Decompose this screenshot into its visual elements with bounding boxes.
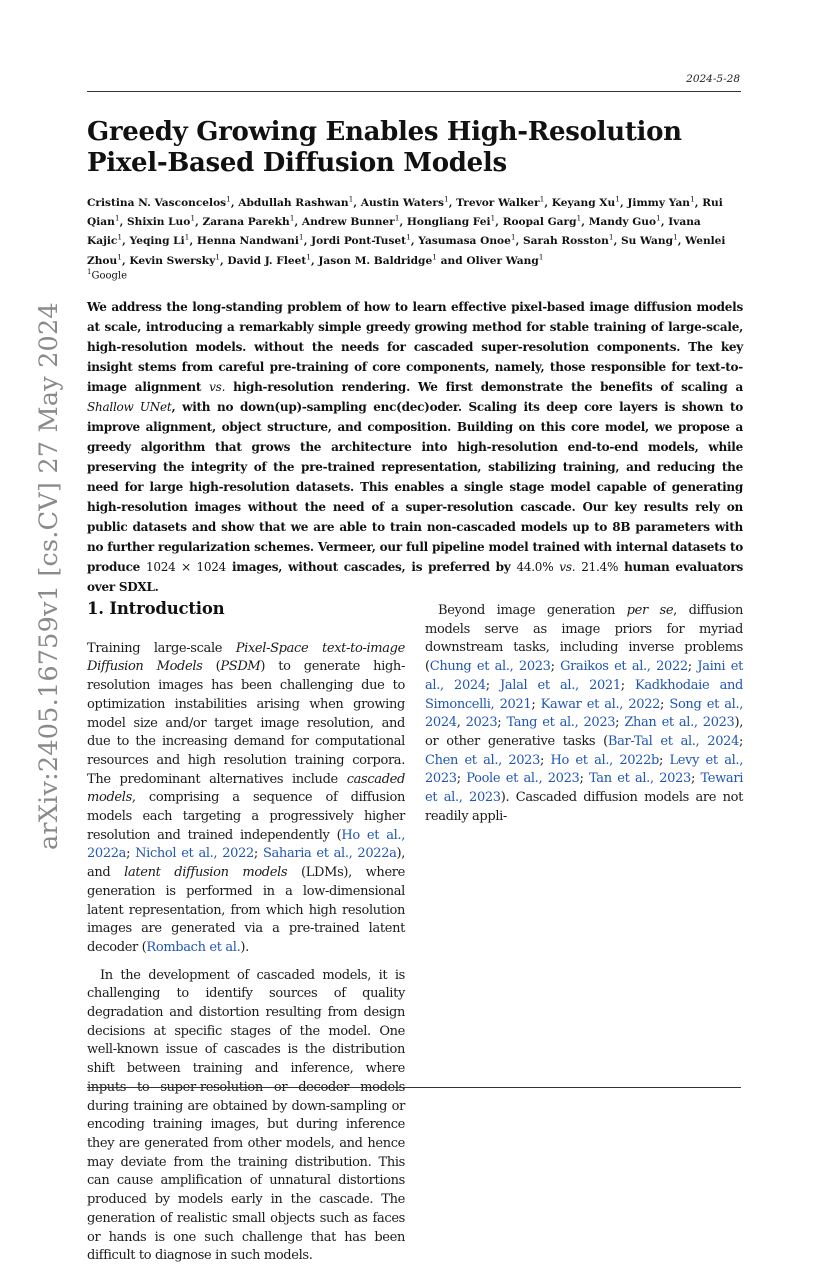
citation-link[interactable]: Kawar et al., 2022 — [540, 696, 661, 712]
title-line-2: Pixel-Based Diffusion Models — [87, 148, 507, 178]
abstract-text-1: We address the long-standing problem of how to learn effective pixel-based image diffusion models at scale, introducing a remarkably simple greedy growing method for stable training of large-scale, high-resolution models. without the needs for cascaded super-resolution components. The key insight stems from careful pre-training of core components, namely, those responsible for text-to-image alignment — [87, 300, 743, 394]
citation-link[interactable]: Ho et al., 2022a — [87, 827, 405, 862]
author-affiliation-mark: 1 — [432, 252, 437, 262]
text: Training large-scale — [87, 640, 236, 656]
term-psdm: PSDM — [220, 659, 261, 675]
author-name: Trevor Walker — [456, 197, 540, 209]
author-affiliation-mark: 1 — [117, 252, 122, 262]
left-column — [87, 600, 405, 1266]
author-affiliation-mark: 1 — [615, 194, 621, 204]
author-name: Abdullah Rashwan — [238, 197, 349, 209]
author-affiliation-mark: 1 — [190, 213, 196, 223]
author-name: Cristina N. Vasconcelos — [87, 197, 227, 209]
author-affiliation-mark: 1 — [576, 213, 582, 223]
citation-link[interactable]: Jaini et al., 2024 — [425, 659, 743, 693]
author-affiliation-mark: 1 — [510, 232, 516, 242]
citation-link[interactable]: Song et al., 2024 — [425, 696, 744, 731]
citation-link[interactable]: Tan et al., 2023 — [588, 771, 691, 787]
author-affiliation-mark: 1 — [490, 213, 496, 223]
author-name: Oliver Wang — [466, 254, 539, 267]
intro-paragraph-1 — [87, 640, 405, 958]
author-affiliation-mark: 1 — [443, 194, 449, 204]
citation-link[interactable]: Chung et al., 2023 — [429, 659, 551, 675]
abstract-text-3: , with no down(up)-sampling enc(dec)oder. Scaling its deep core layers is shown to improve alignment, object structure, and composition. Building on this core model, we propose a greedy algorithm that grows the architecture into high-resolution end-to-end models, while preserving the integrity of the pre-trained representation, stabilizing training, and reducing the need for large high-resolution datasets. This enables a single stage model capable of generating high-resolution images without the need of a super-resolution cascade. Our key results rely on public datasets and show that we are able to train non-cascaded models up to 8B parameters with no further regularization schemes. Vermeer, our full pipeline model trained with internal datasets to produce — [87, 400, 743, 574]
author-name: Jimmy Yan — [627, 197, 691, 209]
citation-link[interactable]: Ho et al., 2022b — [550, 752, 659, 768]
paper-title — [87, 117, 747, 179]
abstract-shallow-unet: Shallow UNet — [87, 400, 172, 414]
author-name: Rui Qian — [87, 197, 723, 229]
citation-link[interactable]: Kadkhodaie and Simoncelli, 2021 — [425, 677, 743, 712]
affiliation-name: Google — [91, 270, 128, 282]
abstract — [87, 297, 743, 597]
author-name: Wenlei Zhou — [87, 235, 726, 267]
text: , diffusion models serve as image priors for myriad downstream tasks, including inverse problems ( — [425, 603, 743, 675]
abstract-pct-2: 21.4% — [581, 560, 619, 574]
text: ; — [485, 677, 501, 693]
author-name: Andrew Bunner — [301, 216, 395, 229]
author-name: Yeqing Li — [129, 235, 185, 248]
citation-link[interactable]: Chen et al., 2023 — [425, 752, 541, 768]
citation-link[interactable]: Bar-Tal et al., 2024 — [607, 733, 739, 749]
abstract-text-2: high-resolution rendering. We first demonstrate the benefits of scaling a — [225, 380, 743, 394]
text: ; — [497, 715, 507, 731]
text: ; — [687, 659, 698, 675]
right-column — [425, 602, 743, 826]
text: (LDMs), where generation is performed in a low-dimensional latent representation, from which high resolution images are generated via a pre-trained latent decoder ( — [87, 865, 406, 955]
text: ; — [550, 659, 561, 675]
intro-paragraph-3 — [425, 602, 743, 826]
author-affiliation-mark: 1 — [289, 213, 295, 223]
term-latent-diffusion-models: latent diffusion models — [124, 865, 288, 881]
text: ; — [615, 715, 625, 731]
text: ), or other generative tasks ( — [425, 715, 743, 749]
header-rule — [87, 91, 741, 92]
author-affiliation-mark: 1 — [348, 194, 354, 204]
author-name: Zarana Parekh — [202, 216, 290, 229]
term-per-se: per se — [626, 603, 674, 618]
author-name: Shixin Luo — [127, 216, 191, 229]
author-list: Cristina N. Vasconcelos$^1$, Abdullah Rashwan$^1$, Austin Waters$^1$, Trevor Walker$^1$, Keyang Xu$^1$, Jimmy Yan$^1$, Rui Qian$^1$, Shixin Luo$^1$, Zarana Parekh$^1$, Andrew Bunner$^1$, Hongliang Fei$^1$, Roopal Garg$^1$, Mandy Guo$^1$, Ivana Kajic$^1$, Yeqing Li$^1$, Henna Nandwani$^1$, Jordi Pont-Tuset$^1$, Yasumasa Onoe$^1$, Sarah Rosston$^1$, Su Wang$^1$, Wenlei Zhou$^1$, Kevin Swersky$^1$, David J. Fleet$^1$, Jason M. Baldridge$^1$ and Oliver Wang$^1$ — [87, 194, 726, 267]
author-affiliation-mark: 1 — [215, 252, 221, 262]
term-psdm-full: Pixel-Space text-to-image Diffusion Models — [87, 640, 405, 675]
citation-link[interactable]: Nichol et al., 2022 — [135, 846, 254, 862]
intro-paragraph-2: In the development of cascaded models, it is challenging to identify sources of quality degradation and distortion resulting from design decisions at specific stages of the model. One well-known issue of cascades is the distribution shift between training and inference, where inputs to super-resolution or decoder models during training are obtained by down-sampling or encoding training images, but during inference they are generated from other models, and hence may deviate from the training distribution. This can cause amplification of unnatural distortions produced by models early in the cascade. The generation of realistic small objects such as faces or hands is one such challenge that has been difficult to diagnose in such models. — [87, 967, 405, 1264]
abstract-pct-1: 44.0% — [516, 560, 554, 574]
text: ; — [660, 696, 670, 712]
author-affiliation-mark: 1 — [406, 232, 411, 242]
text: , — [456, 715, 466, 731]
title-line-1: Greedy Growing Enables High-Resolution — [87, 117, 682, 147]
text: ; — [531, 696, 541, 712]
text: ; — [126, 846, 136, 862]
author-affiliation-mark: 1 — [673, 232, 678, 242]
text: ) to generate high-resolution images has been challenging due to optimization instabilities arising when growing model size and/or target image resolution, and due to the increasing demand for computational resources and high resolution training corpora. The predominant alternatives include — [87, 659, 406, 787]
citation-link[interactable]: Levy et al., 2023 — [425, 752, 743, 787]
header-date: 2024-5-28 — [686, 73, 740, 85]
author-affiliation-mark: 1 — [184, 232, 190, 242]
text: ; — [253, 846, 263, 862]
citation-link[interactable]: Tang et al., 2023 — [506, 715, 616, 731]
author-name: Jordi Pont-Tuset — [311, 235, 407, 248]
text: ( — [202, 659, 221, 675]
author-affiliation-mark: 1 — [538, 252, 544, 262]
text: ; — [690, 771, 701, 787]
text: ; — [540, 752, 551, 768]
author-name: Keyang Xu — [551, 197, 616, 209]
citation-link[interactable]: 2023 — [465, 715, 498, 731]
author-name: Yasumasa Onoe — [418, 235, 511, 248]
text: , comprising a sequence of diffusion models each targeting a progressively higher resolution and trained independently ( — [87, 790, 405, 843]
author-name: Mandy Guo — [588, 216, 657, 229]
paragraph-gap — [87, 958, 405, 967]
citation-link[interactable]: Poole et al., 2023 — [466, 771, 580, 787]
author-name: Roopal Garg — [502, 216, 577, 229]
author-name: Austin Waters — [360, 197, 444, 209]
section-heading-introduction: 1. Introduction — [87, 599, 225, 618]
citation-link[interactable]: Rombach et al. — [146, 939, 241, 955]
text: ; — [659, 752, 670, 768]
author-name: Sarah Rosston — [523, 235, 609, 248]
author-name: Henna Nandwani — [196, 235, 299, 248]
author-affiliation-mark: 1 — [690, 194, 695, 204]
abstract-vs-1: vs. — [209, 380, 226, 394]
text: ; — [738, 733, 744, 749]
citation-link[interactable]: Saharia et al., 2022a — [262, 846, 397, 862]
text: ). Cascaded diffusion models are not readily appli- — [425, 790, 743, 824]
text: ; — [579, 771, 589, 787]
arxiv-sidebar-id: arXiv:2405.16759v1 [cs.CV] 27 May 2024 — [34, 302, 64, 850]
abstract-vs-2: vs. — [559, 560, 576, 574]
citation-link[interactable]: Graikos et al., 2022 — [560, 659, 688, 675]
term-cascaded-models: cascaded models — [87, 771, 405, 806]
citation-link[interactable]: Tewari et al., 2023 — [425, 771, 744, 806]
author-affiliation-mark: 1 — [608, 232, 614, 242]
author-affiliation-mark: 1 — [114, 213, 120, 223]
citation-link[interactable]: Jalal et al., 2021 — [500, 677, 621, 693]
abstract-resolution: 1024 × 1024 — [145, 560, 227, 574]
author-affiliation-mark: 1 — [656, 213, 661, 223]
author-name: Jason M. Baldridge — [318, 254, 433, 267]
text: ). — [240, 939, 249, 955]
text: ), and — [87, 846, 406, 881]
author-affiliation-mark: 1 — [539, 194, 545, 204]
author-affiliation-mark: 1 — [226, 194, 231, 204]
author-affiliation-mark: 1 — [306, 252, 311, 262]
text: ; — [620, 677, 636, 693]
text: Beyond image generation — [438, 603, 627, 618]
author-affiliation-mark: 1 — [298, 232, 304, 242]
affiliation — [87, 268, 127, 281]
footer-rule — [87, 1087, 741, 1088]
author-affiliation-mark: 1 — [117, 232, 123, 242]
author-name: Su Wang — [621, 235, 673, 248]
text: ; — [456, 771, 467, 787]
abstract-text-5: human evaluators over SDXL. — [87, 560, 743, 594]
affiliation-mark: 1 — [87, 268, 92, 276]
author-name: Hongliang Fei — [406, 216, 491, 229]
author-affiliation-mark: 1 — [394, 213, 400, 223]
citation-link[interactable]: Zhan et al., 2023 — [624, 715, 735, 731]
author-name: Ivana Kajic — [87, 216, 701, 248]
author-name: David J. Fleet — [227, 254, 307, 267]
abstract-text-4: images, without cascades, is preferred by — [226, 560, 517, 574]
author-name: Kevin Swersky — [129, 254, 216, 267]
